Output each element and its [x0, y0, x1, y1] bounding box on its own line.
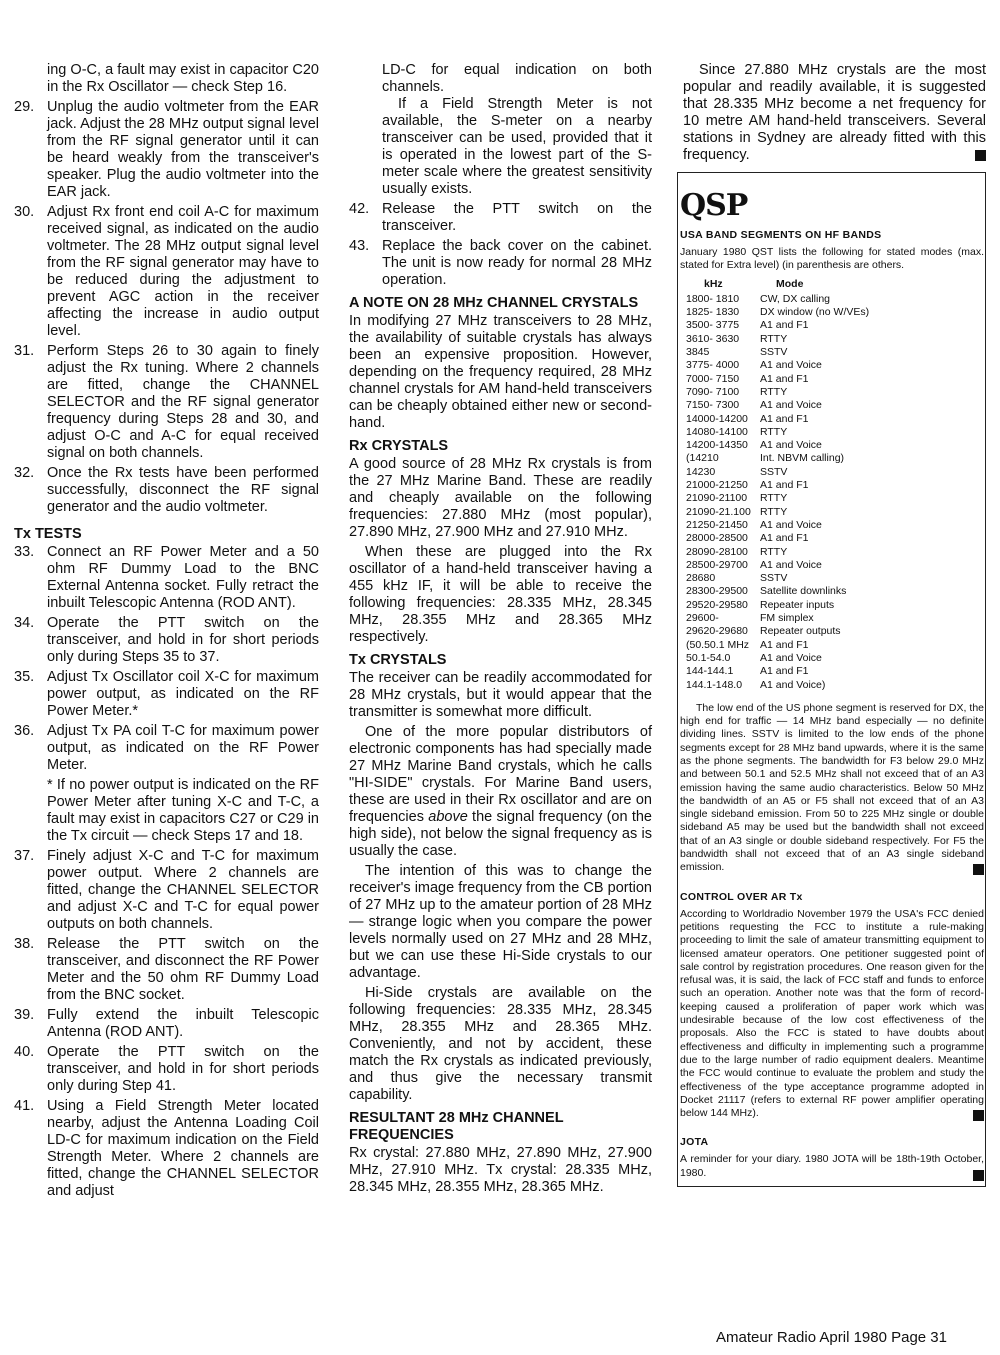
band-segments-table — [686, 278, 869, 692]
jota-heading: JOTA — [680, 1136, 709, 1149]
table-row — [686, 373, 869, 386]
step-item — [14, 99, 319, 201]
table-row — [686, 559, 869, 572]
band-mode: A1 and F1 — [760, 372, 809, 385]
step-item — [14, 1044, 319, 1095]
step41-continuation: LD-C for equal indication on both channels. — [382, 62, 652, 95]
footnote: * If no power output is indicated on the RF Power Meter after tuning X-C and T-C, a fault may exist in capacitors C27 or C29 in the Tx circuit — check Steps 17 and 18. — [47, 777, 319, 844]
step-text: Release the PTT switch on the transceiver, and disconnect the RF Power Meter and the 50 ohm RF Dummy Load from the BNC socket. — [47, 936, 319, 1003]
table-row — [686, 652, 869, 665]
band-mode: Repeater outputs — [760, 625, 841, 638]
intro-continuation: ing O-C, a fault may exist in capacitor C20 in the Rx Oscillator — check Step 16. — [47, 62, 319, 95]
band-mode: A1 and F1 — [760, 412, 809, 425]
bands-body — [680, 702, 984, 875]
band-mode: RTTY — [760, 385, 788, 398]
band-khz: 21250-21450 — [686, 518, 748, 531]
heading-tx-tests: Tx TESTS — [14, 526, 82, 542]
table-row — [686, 359, 869, 372]
jota-body — [680, 1153, 984, 1180]
step-item — [14, 204, 319, 340]
step-item — [14, 544, 319, 612]
band-khz: 28000-28500 — [686, 532, 748, 545]
bands-body-text: The low end of the US phone segment is reserved for DX, the high end for traffic — 14 MHz band especially — no definite dividing lines. SSTV is limited to the low ends of the phone segments except for 28 MHz band upwards, where it is the same as the phone segments. The bandwidth for F3 below 29.0 MHz and between 50.1 and 52.5 MHz shall not exceed that of an A3 emission having the same audio characteristics. Below 50 MHz the bandwidth of an A5 or F5 shall not exceed that of an A3 single sideband emission. From 50 to 225 MHz single or double sideband A5 may be used but the bandwidth shall not exceed that of an A3 single or double sideband respectively. For F5 the bandwidth shall not exceed that of an A3 single sideband emission. — [680, 701, 984, 874]
band-mode: SSTV — [760, 572, 788, 585]
steps-list-final — [349, 201, 652, 289]
step-number: 43. — [349, 238, 370, 254]
step-text: Perform Steps 26 to 30 again to finely adjust the Rx tuning. Where 2 channels are fitted, change the CHANNEL SELECTOR and the RF signal generator frequency during Steps 28 and 30, and adjust O-C and A-C for equal received signal on both channels. — [47, 343, 319, 461]
steps-list-tx-continued — [14, 848, 319, 1200]
band-mode: DX window (no W/VEs) — [760, 306, 870, 319]
table-row — [686, 293, 869, 306]
step-number: 32. — [14, 465, 35, 481]
table-row — [686, 492, 869, 505]
step-number: 30. — [14, 204, 35, 220]
net-frequency-paragraph — [683, 62, 986, 164]
step-number: 41. — [14, 1098, 35, 1114]
band-khz: 3610- 3630 — [686, 332, 740, 345]
step-item — [14, 723, 319, 774]
table-row — [686, 466, 869, 479]
heading-note-crystals: A NOTE ON 28 MHz CHANNEL CRYSTALS — [349, 295, 639, 311]
band-mode: A1 and F1 — [760, 638, 809, 651]
tx-paragraph-2-b: the signal frequency (on the high side), not below the signal frequency as is usually the case. — [349, 809, 652, 859]
step-text: Release the PTT switch on the transceiver. — [382, 201, 652, 234]
band-khz: 14200-14350 — [686, 439, 748, 452]
band-mode: SSTV — [760, 465, 788, 478]
heading-resultant-frequencies: RESULTANT 28 MHz CHANNEL FREQUENCIES — [349, 1110, 564, 1143]
qsp-title: QSP — [680, 188, 748, 223]
step-text: Adjust Tx Oscillator coil X-C for maximum power output, as indicated on the RF Power Meter.* — [47, 669, 319, 719]
band-khz: 21090-21100 — [686, 492, 748, 505]
heading-tx-crystals: Tx CRYSTALS — [349, 652, 447, 668]
step-number: 35. — [14, 669, 35, 685]
band-mode: A1 and Voice — [760, 518, 822, 531]
step-item — [14, 936, 319, 1004]
step-item — [14, 1098, 319, 1200]
table-row — [686, 479, 869, 492]
step-number: 33. — [14, 544, 35, 560]
table-row — [686, 399, 869, 412]
band-khz: (50.50.1 MHz — [686, 638, 750, 651]
band-mode: A1 and F1 — [760, 665, 809, 678]
table-row — [686, 546, 869, 559]
step-item — [349, 238, 652, 289]
end-mark-icon — [973, 1110, 984, 1121]
band-mode: A1 and Voice — [760, 439, 822, 452]
table-row — [686, 585, 869, 598]
end-mark-icon — [975, 150, 986, 161]
band-mode: A1 and Voice — [760, 359, 822, 372]
table-row — [686, 625, 869, 638]
step-number: 40. — [14, 1044, 35, 1060]
band-khz: 29620-29680 — [686, 625, 748, 638]
step-text: Adjust Tx PA coil T-C for maximum power output, as indicated on the RF Power Meter. — [47, 723, 319, 773]
band-khz: 50.1-54.0 — [686, 651, 731, 664]
band-mode: CW, DX calling — [760, 292, 831, 305]
band-khz: 28090-28100 — [686, 545, 748, 558]
band-khz: 7090- 7100 — [686, 385, 740, 398]
step-text: Finely adjust X-C and T-C for maximum power output. Where 2 channels are fitted, change the CHANNEL SELECTOR and adjust X-C and T-C for equal power outputs on both channels. — [47, 848, 319, 932]
band-mode: Int. NBVM calling) — [760, 452, 845, 465]
band-khz: 144.1-148.0 — [686, 678, 743, 691]
tx-paragraph-4: Hi-Side crystals are available on the following frequencies: 28.335 MHz, 28.345 MHz, 28.355 MHz and 28.365 MHz. Conveniently, and not by accident, these match the Rx crystals as indicated previously, and thus give the necessary transmit capability. — [349, 985, 652, 1103]
steps-list-rx — [14, 99, 319, 516]
band-khz: 1825- 1830 — [686, 306, 740, 319]
step-text: Once the Rx tests have been performed successfully, disconnect the RF signal generator and the audio voltmeter. — [47, 465, 319, 515]
s-meter-paragraph: If a Field Strength Meter is not available, the S-meter on a nearby transceiver can be used, provided that it is operated in the lowest part of the S-meter scale where the greatest sensitivity usually exists. — [382, 96, 652, 197]
table-row — [686, 519, 869, 532]
col-mode-header: Mode — [776, 277, 804, 290]
step-number: 42. — [349, 201, 370, 217]
bands-heading: USA BAND SEGMENTS ON HF BANDS — [680, 229, 882, 241]
column-left — [14, 62, 319, 1203]
band-khz: 3775- 4000 — [686, 359, 740, 372]
table-row — [686, 599, 869, 612]
step-item — [14, 615, 319, 666]
band-khz: 7150- 7300 — [686, 399, 740, 412]
step-item — [14, 669, 319, 720]
table-row — [686, 506, 869, 519]
band-khz: 3500- 3775 — [686, 319, 740, 332]
table-row — [686, 679, 869, 692]
step-text: Replace the back cover on the cabinet. The unit is now ready for normal 28 MHz operation. — [382, 238, 652, 288]
step-item — [14, 465, 319, 516]
band-khz: 21000-21250 — [686, 479, 748, 492]
table-row — [686, 532, 869, 545]
band-mode: A1 and Voice — [760, 399, 822, 412]
table-row — [686, 572, 869, 585]
band-khz: 14000-14200 — [686, 412, 748, 425]
step-text: Fully extend the inbuilt Telescopic Antenna (ROD ANT). — [47, 1007, 319, 1040]
step-item — [14, 1007, 319, 1041]
band-khz: 28300-29500 — [686, 585, 748, 598]
band-mode: A1 and F1 — [760, 532, 809, 545]
band-mode: Repeater inputs — [760, 598, 835, 611]
band-khz: 29600- — [686, 612, 719, 625]
tx-paragraph-2 — [349, 724, 652, 860]
step-number: 37. — [14, 848, 35, 864]
band-mode: RTTY — [760, 492, 788, 505]
table-row — [686, 319, 869, 332]
table-row — [686, 346, 869, 359]
step-text: Using a Field Strength Meter located nearby, adjust the Antenna Loading Coil LD-C for maximum indication on the Field Strength Meter. Where 2 channels are fitted, change the CHANNEL SELECTOR and adjust — [47, 1098, 319, 1199]
table-row — [686, 439, 869, 452]
band-khz: 28680 — [686, 572, 716, 585]
band-khz: 21090-21.100 — [686, 505, 751, 518]
table-row — [686, 452, 869, 465]
control-body — [680, 908, 984, 1121]
band-mode: A1 and Voice — [760, 651, 822, 664]
tx-paragraph-2-emphasis: above — [428, 809, 468, 825]
step-text: Unplug the audio voltmeter from the EAR jack. Adjust the 28 MHz output signal level from the RF signal generator until it can be heard weakly from the transceiver's speaker. Plug the audio voltmeter into the EAR jack. — [47, 99, 319, 200]
resultant-paragraph: Rx crystal: 27.880 MHz, 27.890 MHz, 27.900 MHz, 27.910 MHz. Tx crystal: 28.335 MHz, 28.345 MHz, 28.355 MHz, 28.365 MHz. — [349, 1145, 652, 1195]
band-mode: SSTV — [760, 346, 788, 359]
table-row — [686, 426, 869, 439]
control-body-text: According to Worldradio November 1979 the USA's FCC denied petitions requesting the FCC to institute a rule-making proceeding to limit the sale of amateur transmitting equipment to licensed amateur operators. One petitioner suggested point of sale control by registration procedures. One reason given for the refusal was, it is said, the lack of FCC staff and funds to enforce such an operation. Another note was that the form of record-keeping caused a proliferation of paper work which was undesirable because of the low cost effectiveness of the proposals. Also the FCC is stated to have doubts about effectiveness and difficulty in implementing such a programme due to the large number of radio equipment dealers. Meantime the FCC would continue to evaluate the problem and study the effectiveness of the type acceptance programme adopted in Docket 21117 (refers to external RF power amplifier operating below 144 MHz). — [680, 907, 984, 1120]
table-row — [686, 413, 869, 426]
page-footer: Amateur Radio April 1980 Page 31 — [716, 1329, 947, 1346]
band-mode: FM simplex — [760, 612, 814, 625]
net-frequency-text: Since 27.880 MHz crystals are the most popular and readily available, it is suggested that 28.335 MHz become a net frequency for 10 metre AM hand-held transceivers. Several stations in Sydney are already fitted with this frequency. — [683, 62, 986, 163]
step-text: Connect an RF Power Meter and a 50 ohm RF Dummy Load to the BNC External Antenna socket. Fully retract the inbuilt Telescopic Antenna (ROD ANT). — [47, 544, 319, 611]
table-row — [686, 306, 869, 319]
band-mode: RTTY — [760, 505, 788, 518]
end-mark-icon — [973, 1170, 984, 1181]
end-mark-icon — [973, 864, 984, 875]
step-number: 31. — [14, 343, 35, 359]
tx-paragraph-2-a: One of the more popular distributors of electronic components has had specially made 27 MHz Marine Band crystals, which he calls "HI-SIDE" crystals. For Marine Band users, these are used in their Rx oscillator and are on frequencies — [349, 724, 652, 825]
steps-list-tx — [14, 544, 319, 774]
qsp-box — [677, 172, 986, 1187]
band-khz: (14210 — [686, 452, 719, 465]
step-item — [14, 848, 319, 933]
step-number: 29. — [14, 99, 35, 115]
band-mode: A1 and Voice — [760, 558, 822, 571]
step-number: 38. — [14, 936, 35, 952]
band-mode: A1 and F1 — [760, 479, 809, 492]
band-khz: 28500-29700 — [686, 558, 748, 571]
band-khz: 1800- 1810 — [686, 292, 740, 305]
heading-rx-crystals: Rx CRYSTALS — [349, 438, 449, 454]
table-row — [686, 386, 869, 399]
note-paragraph: In modifying 27 MHz transceivers to 28 MHz, the availability of suitable crystals has always been an expensive proposition. However, depending on the frequency required, 28 MHz channel crystals for AM hand-held transceivers can be cheaply obtained either new or second-hand. — [349, 313, 652, 431]
step-number: 39. — [14, 1007, 35, 1023]
step-number: 34. — [14, 615, 35, 631]
col-khz-header: kHz — [704, 277, 723, 290]
band-khz: 14230 — [686, 465, 716, 478]
table-row — [686, 612, 869, 625]
control-heading: CONTROL OVER AR Tx — [680, 890, 803, 903]
rx-paragraph-1: A good source of 28 MHz Rx crystals is from the 27 MHz Marine Band. These are readily and cheaply available on the following frequencies: 27.880 MHz (most popular), 27.890 MHz, 27.900 MHz and 27.910 MHz. — [349, 456, 652, 540]
table-row — [686, 665, 869, 678]
tx-paragraph-1: The receiver can be readily accommodated for 28 MHz crystals, but it would appear that the transmitter is somewhat more difficult. — [349, 670, 652, 720]
band-khz: 29520-29580 — [686, 598, 748, 611]
step-text: Adjust Rx front end coil A-C for maximum received signal, as indicated on the audio voltmeter. The 28 MHz output signal level from the RF signal generator may have to be reduced during the adjustment to prevent AGC action in the receiver affecting the increase in audio output level. — [47, 204, 319, 339]
band-khz: 3845 — [686, 346, 710, 359]
band-khz: 144-144.1 — [686, 665, 734, 678]
rx-paragraph-2: When these are plugged into the Rx oscillator of a hand-held transceiver having a 455 kHz IF, it will be able to receive the following frequencies: 28.335 MHz, 28.345 MHz, 28.355 MHz and 28.365 MHz respectively. — [349, 544, 652, 645]
band-mode: RTTY — [760, 545, 788, 558]
step-number: 36. — [14, 723, 35, 739]
step-item — [349, 201, 652, 235]
tx-paragraph-3: The intention of this was to change the receiver's image frequency from the CB portion of 27 MHz up to the amateur portion of 28 MHz — strange logic when you compare the power levels normally used on 27 MHz and 28 MHz, but we can use these Hi-Side crystals to our advantage. — [349, 863, 652, 981]
bands-intro: January 1980 QST lists the following for stated modes (max. stated for Extra level) (in parenthesis are others. — [680, 246, 984, 272]
band-mode: A1 and Voice) — [760, 678, 826, 691]
band-mode: A1 and F1 — [760, 319, 809, 332]
table-row — [686, 639, 869, 652]
step-item — [14, 343, 319, 462]
band-mode: RTTY — [760, 425, 788, 438]
step-text: Operate the PTT switch on the transceiver, and hold in for short periods only during Steps 35 to 37. — [47, 615, 319, 665]
band-mode: RTTY — [760, 332, 788, 345]
jota-body-text: A reminder for your diary. 1980 JOTA will be 18th-19th October, 1980. — [680, 1153, 984, 1179]
band-khz: 14080-14100 — [686, 425, 748, 438]
table-row — [686, 333, 869, 346]
step-text: Operate the PTT switch on the transceiver, and hold in for short periods only during Step 41. — [47, 1044, 319, 1094]
column-right — [680, 62, 986, 1187]
band-mode: Satellite downlinks — [760, 585, 847, 598]
column-middle — [349, 62, 652, 1196]
band-khz: 7000- 7150 — [686, 372, 740, 385]
